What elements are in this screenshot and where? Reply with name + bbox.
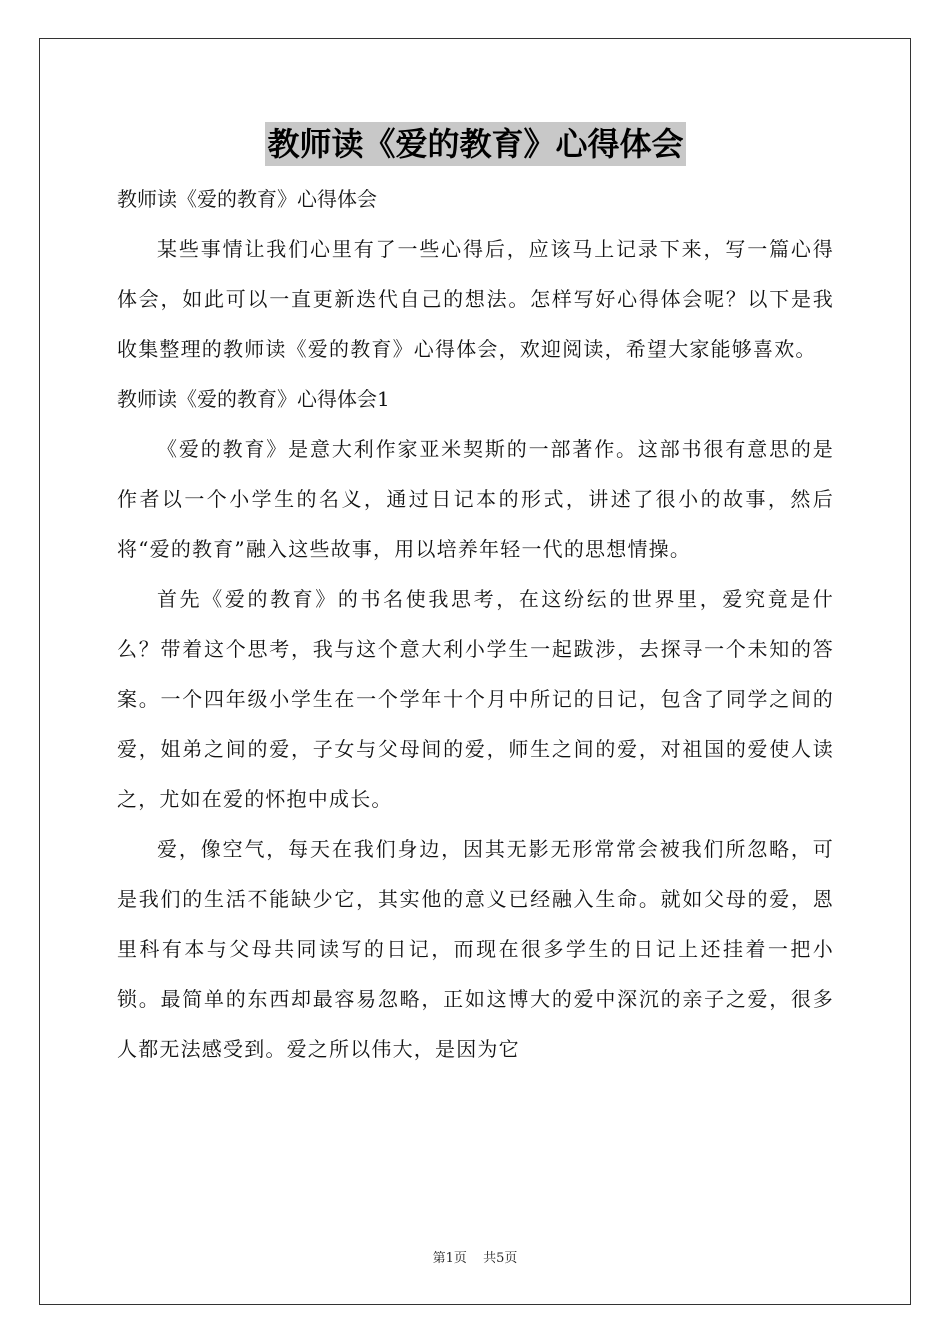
body-paragraph: 首先《爱的教育》的书名使我思考，在这纷纭的世界里，爱究竟是什么？带着这个思考，我与这个意大利小学生一起跋涉，去探寻一个未知的答案。一个四年级小学生在一个学年十个月中所记的日记，包含了同学之间的爱，姐弟之间的爱，子女与父母间的爱，师生之间的爱，对祖国的爱使人读之，尤如在爱的怀抱中成长。: [117, 587, 834, 811]
page-footer: [0, 1247, 950, 1266]
body-paragraph: 《爱的教育》是意大利作家亚米契斯的一部著作。这部书很有意思的是作者以一个小学生的名义，通过日记本的形式，讲述了很小的故事，然后将“爱的教育”融入这些故事，用以培养年轻一代的思想情操。: [117, 437, 834, 561]
page-number-current: 第1页: [432, 1251, 467, 1266]
document-title: [117, 122, 834, 170]
intro-paragraph: 某些事情让我们心里有了一些心得后，应该马上记录下来，写一篇心得体会，如此可以一直更新迭代自己的想法。怎样写好心得体会呢？以下是我收集整理的教师读《爱的教育》心得体会，欢迎阅读，希望大家能够喜欢。: [117, 237, 834, 361]
document-body: [117, 122, 834, 1074]
section-heading: 教师读《爱的教育》心得体会1: [117, 387, 390, 411]
document-subtitle: 教师读《爱的教育》心得体会: [117, 187, 377, 211]
page-number-total: 共5页: [483, 1251, 518, 1266]
body-paragraph: 爱，像空气，每天在我们身边，因其无影无形常常会被我们所忽略，可是我们的生活不能缺少它，其实他的意义已经融入生命。就如父母的爱，恩里科有本与父母共同读写的日记，而现在很多学生的日记上还挂着一把小锁。最简单的东西却最容易忽略，正如这博大的爱中深沉的亲子之爱，很多人都无法感受到。爱之所以伟大，是因为它: [117, 837, 834, 1061]
document-title-text: 教师读《爱的教育》心得体会: [265, 122, 685, 166]
